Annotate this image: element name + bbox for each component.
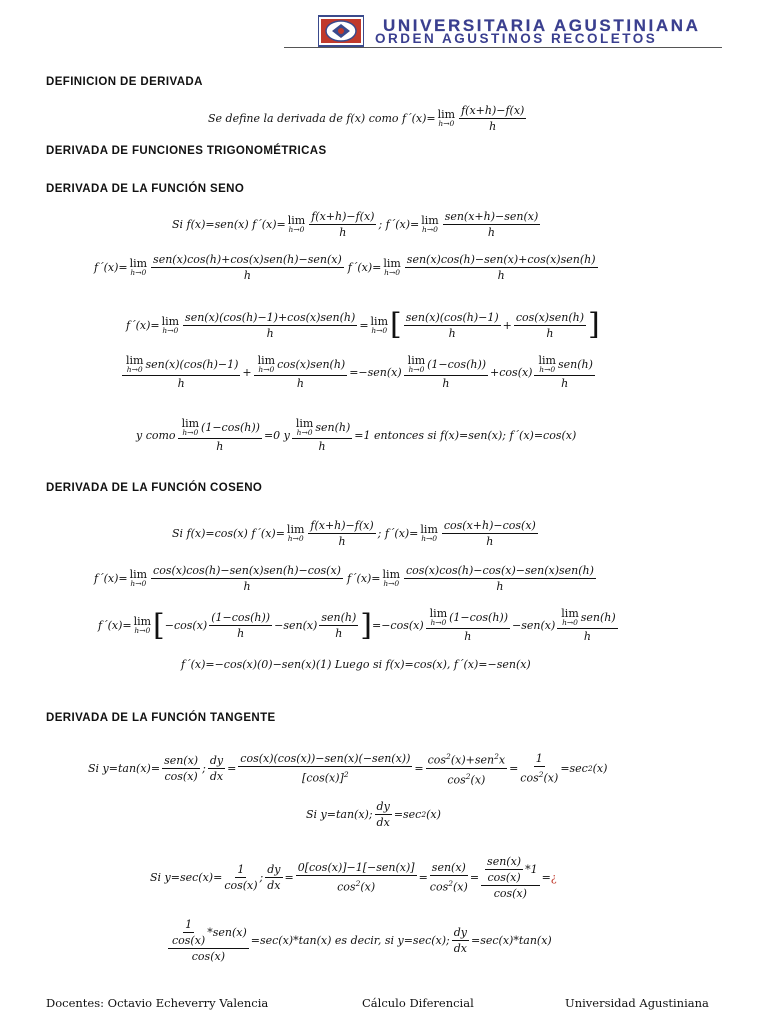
exponent: 2 — [448, 879, 454, 889]
formula-text: (1−cos(h)) — [427, 358, 487, 371]
fraction-numerator: 1 — [535, 751, 543, 765]
fraction — [254, 355, 348, 390]
fraction — [430, 861, 468, 894]
limit — [420, 524, 437, 543]
exponent: 2 — [421, 810, 427, 819]
formula-text: =1 entonces si f(x)=sen(x); f´(x)=cos(x) — [354, 429, 577, 442]
fraction-numerator: sen(x)cos(h)+cos(x)sen(h)−sen(x) — [153, 253, 342, 266]
fraction — [224, 863, 257, 892]
fraction — [520, 752, 558, 785]
formula-text: [cos(x)] — [302, 771, 344, 785]
limit-sub: h→0 — [438, 119, 455, 128]
limit-word: lim — [420, 523, 438, 536]
formula-text: (x) — [470, 773, 486, 787]
formula-text: ¿ — [550, 871, 557, 884]
formula-coseno-4 — [181, 658, 531, 671]
limit-sub: h→0 — [408, 365, 425, 374]
formula-text: (x)+sen — [450, 753, 495, 767]
formula-text: x — [498, 753, 506, 767]
fraction-denominator: cos(x) — [164, 769, 198, 783]
fraction — [296, 861, 417, 894]
formula-text: =0 y — [263, 429, 290, 442]
formula-seno-2 — [94, 253, 600, 282]
fraction-numerator: cos(x)(cos(x))−sen(x)(−sen(x)) — [240, 751, 411, 765]
formula-text: cos — [520, 771, 539, 785]
limit-word: lim — [126, 354, 144, 367]
formula-text: = — [414, 761, 424, 775]
formula-coseno-2 — [94, 564, 598, 593]
fraction — [452, 926, 469, 955]
formula-tangente-2 — [306, 800, 441, 829]
limit-word: lim — [382, 568, 400, 581]
fraction — [405, 253, 598, 282]
fraction-numerator — [481, 855, 540, 886]
formula-seno-3 — [126, 307, 600, 342]
fraction — [151, 253, 344, 282]
fraction-denominator: h — [243, 269, 251, 282]
formula-text: sen(x)(cos(h)−1) — [145, 358, 239, 371]
fraction — [404, 311, 501, 340]
fraction-denominator: dx — [453, 942, 467, 955]
fraction-denominator: h — [216, 440, 224, 453]
limit-word: lim — [429, 607, 448, 620]
formula-text: Si f(x)=cos(x) f´(x)= — [172, 527, 285, 540]
fraction — [426, 750, 507, 786]
formula-secante-1 — [150, 855, 557, 900]
bracket-open: [ — [390, 307, 402, 342]
fraction-denominator — [337, 876, 375, 894]
fraction-numerator: dy — [267, 863, 281, 876]
fraction-numerator — [426, 608, 510, 629]
limit-word: lim — [561, 607, 579, 620]
limit-sub: h→0 — [130, 268, 147, 277]
fraction-denominator: h — [335, 627, 343, 640]
formula-text: Si y=tan(x)= — [88, 761, 161, 775]
limit-word: lim — [407, 354, 426, 367]
fraction — [375, 800, 392, 829]
fraction-numerator: f(x+h)−f(x) — [310, 519, 374, 532]
formula-text: ; f´(x)= — [377, 527, 419, 540]
limit-word: lim — [257, 354, 276, 367]
fraction — [319, 611, 358, 640]
fraction-denominator: h — [338, 535, 346, 548]
limit — [288, 215, 305, 234]
formula-text: =−sen(x) — [349, 366, 402, 379]
fraction-denominator: dx — [267, 879, 281, 892]
fraction — [309, 210, 376, 239]
formula-text: +cos(x) — [490, 366, 533, 379]
fraction-denominator: h — [561, 377, 569, 390]
limit-sub: h→0 — [296, 428, 313, 437]
footer-university: Universidad Agustiniana — [565, 996, 709, 1010]
fraction — [404, 564, 596, 593]
limit — [287, 524, 304, 543]
limit-word: lim — [133, 615, 152, 628]
formula-text: Si y=sec(x)= — [150, 871, 223, 884]
limit-sub: h→0 — [130, 579, 147, 588]
limit-sub: h→0 — [422, 225, 438, 234]
fraction-numerator: sen(x)(cos(h)−1) — [405, 310, 499, 324]
fraction — [265, 863, 282, 892]
limit-word: lim — [538, 354, 556, 367]
fraction-denominator: h — [464, 630, 472, 643]
fraction-numerator: sen(x) — [431, 861, 466, 875]
formula-seno-5 — [136, 418, 576, 453]
limit-word: lim — [286, 523, 305, 536]
fraction — [308, 519, 375, 548]
fraction-denominator: h — [339, 226, 347, 239]
formula-text: f´(x)= — [347, 261, 382, 274]
fraction-numerator — [168, 918, 249, 949]
fraction-numerator: 1 — [185, 918, 193, 931]
limit-sub: h→0 — [258, 365, 275, 374]
limit-sub: h→0 — [288, 225, 305, 234]
formula-text: = — [418, 871, 428, 884]
formula-text: cos — [429, 880, 449, 894]
fraction-numerator: cos(x+h)−cos(x) — [443, 519, 536, 532]
fraction-denominator: h — [266, 326, 274, 340]
limit-word: lim — [161, 314, 180, 328]
fraction — [209, 611, 272, 640]
formula-tangente-1 — [88, 750, 607, 786]
fraction-denominator: cos(x) — [224, 879, 258, 892]
fraction-denominator: h — [546, 326, 554, 340]
fraction — [442, 519, 538, 548]
fraction — [168, 918, 249, 963]
exponent: 2 — [355, 879, 361, 889]
formula-text: = — [509, 761, 519, 775]
fraction-numerator: sen(x+h)−sen(x) — [444, 210, 539, 223]
formula-text: f´(x)= — [94, 261, 128, 274]
limit-sub: h→0 — [421, 534, 438, 543]
bracket-close: ] — [587, 307, 600, 342]
formula-text: + — [502, 318, 512, 332]
fraction-numerator: sen(x) — [164, 753, 199, 767]
limit-word: lim — [129, 257, 148, 270]
fraction — [459, 104, 526, 133]
limit-sub: h→0 — [371, 325, 388, 335]
fraction-numerator: sen(x)(cos(h)−1)+cos(x)sen(h) — [185, 310, 356, 324]
fraction — [426, 608, 510, 643]
limit — [408, 355, 425, 374]
fraction-denominator: cos(x) — [487, 871, 521, 884]
fraction-numerator: cos(x)sen(h) — [515, 310, 584, 324]
fraction-denominator: h — [496, 580, 504, 593]
limit — [430, 608, 447, 627]
limit-sub: h→0 — [383, 579, 400, 588]
footer-docentes: Docentes: Octavio Echeverry Valencia — [46, 996, 269, 1010]
limit — [134, 616, 151, 635]
limit — [182, 418, 199, 437]
limit-word: lim — [370, 314, 388, 328]
fraction — [481, 855, 540, 900]
formula-text: =−cos(x) — [372, 619, 424, 632]
formula-text: = — [541, 871, 551, 884]
formula-text: ; f´(x)= — [378, 218, 420, 231]
fraction-numerator: dy — [453, 926, 468, 939]
fraction — [292, 418, 352, 453]
formula-text: *sen(x) — [207, 926, 247, 939]
fraction-numerator — [178, 418, 262, 439]
fraction — [514, 311, 586, 340]
fraction-denominator: h — [318, 440, 326, 453]
fraction-denominator: h — [489, 120, 497, 133]
limit-sub: h→0 — [287, 534, 304, 543]
formula-text: (x) — [426, 808, 441, 821]
fraction — [443, 210, 541, 239]
formula-text: cos — [337, 880, 356, 894]
fraction — [404, 355, 488, 390]
limit — [561, 608, 578, 627]
limit-sub: h→0 — [162, 325, 179, 335]
fraction-denominator: dx — [376, 816, 390, 829]
fraction-numerator: dy — [376, 800, 390, 813]
heading-coseno: DERIVADA DE LA FUNCIÓN COSENO — [46, 482, 263, 494]
fraction-denominator: h — [177, 377, 185, 390]
fraction-numerator: sen(x)cos(h)−sen(x)+cos(x)sen(h) — [406, 253, 596, 266]
fraction — [557, 608, 617, 643]
fraction-numerator — [534, 355, 594, 376]
formula-seno-1 — [172, 210, 542, 239]
fraction-denominator: h — [583, 630, 592, 643]
fraction-denominator — [302, 767, 349, 785]
fraction-numerator — [122, 355, 240, 376]
formula-text: =sec — [393, 808, 422, 821]
fraction-numerator — [292, 418, 352, 439]
limit-sub: h→0 — [182, 428, 199, 437]
fraction-numerator: (1−cos(h)) — [211, 611, 271, 624]
formula-text: f´(x)= — [98, 619, 132, 632]
formula-text: f´(x)= — [346, 572, 381, 585]
fraction-numerator: sen(h) — [321, 611, 357, 624]
university-title: UNIVERSITARIA AGUSTINIANA — [383, 16, 701, 35]
formula-text: −sen(x) — [274, 619, 318, 632]
formula-text: cos — [447, 773, 466, 787]
formula-text: f´(x)=−cos(x)(0)−sen(x)(1) Luego si f(x)=cos(x), f´(x)=−sen(x) — [181, 658, 531, 671]
limit — [258, 355, 275, 374]
fraction-denominator — [430, 876, 468, 894]
limit — [371, 316, 388, 335]
limit — [383, 258, 400, 277]
formula-text: Si y=tan(x); — [306, 808, 373, 821]
fraction-denominator: cos(x) — [191, 950, 225, 963]
exponent: 2 — [494, 752, 499, 761]
fraction-denominator: h — [237, 627, 245, 640]
fraction-denominator: h — [497, 269, 505, 282]
header-rule — [284, 47, 722, 48]
formula-text: sen(h) — [315, 421, 351, 434]
formula-text: −sen(x) — [512, 619, 556, 632]
footer-course: Cálculo Diferencial — [362, 996, 474, 1010]
fraction-numerator: f(x+h)−f(x) — [461, 104, 525, 117]
formula-text: (1−cos(h)) — [201, 421, 260, 434]
heading-seno: DERIVADA DE LA FUNCIÓN SENO — [46, 183, 245, 195]
formula-text: = — [469, 871, 480, 884]
fraction-denominator: h — [486, 535, 494, 548]
formula-text: ; — [202, 761, 206, 775]
formula-text: sen(h) — [580, 611, 616, 624]
limit — [438, 109, 455, 128]
fraction-numerator: cos(x)cos(h)−cos(x)−sen(x)sen(h) — [406, 564, 594, 577]
heading-tangente: DERIVADA DE LA FUNCIÓN TANGENTE — [46, 712, 276, 724]
limit-word: lim — [421, 214, 439, 227]
limit-sub: h→0 — [126, 365, 143, 374]
fraction-denominator: h — [296, 377, 304, 390]
fraction-numerator: 0[cos(x)]−1[−sen(x)] — [297, 861, 415, 875]
formula-text: =sec(x)*tan(x) — [471, 934, 552, 947]
fraction-denominator: h — [448, 326, 456, 340]
university-logo — [318, 14, 364, 48]
fraction — [151, 564, 343, 593]
formula-text: Si f(x)=sen(x) f´(x)= — [172, 218, 286, 231]
fraction-denominator: h — [243, 580, 251, 593]
limit — [130, 569, 147, 588]
formula-text: = — [284, 871, 294, 884]
fraction-numerator — [557, 608, 617, 629]
fraction — [485, 855, 523, 884]
fraction — [238, 752, 412, 785]
formula-text: =sec — [560, 761, 588, 775]
formula-text: (x) — [360, 880, 376, 894]
formula-text: =sec(x)*tan(x) es decir, si y=sec(x); — [250, 934, 450, 947]
university-subtitle: ORDEN AGUSTINOS RECOLETOS — [375, 31, 658, 46]
formula-coseno-1 — [172, 519, 540, 548]
limit-word: lim — [181, 417, 200, 430]
exponent: 2 — [343, 769, 349, 779]
limit-sub: h→0 — [384, 268, 400, 277]
exponent: 2 — [587, 763, 593, 773]
fraction-denominator — [520, 767, 558, 785]
limit — [130, 258, 147, 277]
exponent: 2 — [465, 771, 471, 781]
limit — [162, 316, 179, 335]
formula-text: y como — [136, 429, 176, 442]
formula-seno-4 — [120, 355, 597, 390]
fraction-denominator: dx — [209, 769, 224, 783]
exponent: 2 — [446, 752, 451, 761]
limit — [538, 355, 555, 374]
fraction — [162, 754, 200, 783]
formula-coseno-3 — [98, 608, 620, 643]
limit-word: lim — [295, 417, 314, 430]
fraction-denominator: h — [442, 377, 450, 390]
formula-text: ; — [259, 871, 264, 884]
formula-text: + — [242, 366, 252, 379]
formula-text: *1 — [525, 863, 538, 876]
formula-text: −cos(x) — [164, 619, 208, 632]
formula-text: f´(x)= — [94, 572, 128, 585]
formula-text: (x) — [543, 771, 559, 785]
bracket-open: [ — [153, 607, 165, 643]
limit-sub: h→0 — [539, 365, 556, 374]
limit — [296, 418, 313, 437]
limit — [126, 355, 143, 374]
exponent: 2 — [538, 769, 544, 779]
fraction-numerator: 1 — [237, 863, 245, 876]
formula-text: (1−cos(h)) — [449, 611, 509, 624]
formula-text: = — [359, 318, 369, 332]
formula-text: sen(h) — [557, 358, 593, 371]
formula-text: f´(x)= — [126, 318, 160, 332]
limit-sub: h→0 — [562, 618, 578, 627]
fraction-denominator: cos(x) — [493, 887, 527, 900]
formula-secante-2 — [166, 918, 552, 963]
limit — [383, 569, 400, 588]
fraction-denominator — [447, 769, 485, 787]
formula-definicion — [208, 104, 528, 133]
fraction-numerator: f(x+h)−f(x) — [311, 210, 375, 223]
limit-word: lim — [287, 214, 306, 227]
fraction-denominator: cos(x) — [172, 934, 206, 947]
fraction-numerator — [254, 355, 348, 376]
fraction-numerator: dy — [209, 753, 224, 767]
limit-sub: h→0 — [430, 618, 447, 627]
fraction — [208, 754, 225, 783]
fraction — [172, 918, 205, 947]
formula-text: cos — [427, 753, 447, 767]
limit-word: lim — [437, 108, 456, 121]
limit — [421, 215, 438, 234]
fraction-numerator: sen(x) — [487, 855, 522, 868]
fraction — [183, 311, 357, 340]
limit-sub: h→0 — [134, 626, 151, 635]
limit-word: lim — [129, 568, 148, 581]
fraction — [178, 418, 262, 453]
bracket-close: ] — [360, 607, 372, 643]
formula-text: cos(x)sen(h) — [277, 358, 346, 371]
heading-trigonometricas: DERIVADA DE FUNCIONES TRIGONOMÉTRICAS — [46, 145, 327, 157]
formula-text: (x) — [592, 761, 608, 775]
fraction-denominator: h — [487, 226, 496, 239]
formula-text: = — [227, 761, 237, 775]
fraction-numerator: cos(x)cos(h)−sen(x)sen(h)−cos(x) — [153, 564, 341, 577]
fraction-numerator — [426, 750, 507, 769]
fraction-numerator — [404, 355, 488, 376]
fraction — [534, 355, 594, 390]
limit-word: lim — [383, 257, 401, 270]
heading-definicion: DEFINICION DE DERIVADA — [46, 76, 203, 88]
formula-text: (x) — [453, 880, 468, 894]
fraction — [122, 355, 240, 390]
formula-text: Se define la derivada de f(x) como f´(x)= — [208, 112, 436, 125]
